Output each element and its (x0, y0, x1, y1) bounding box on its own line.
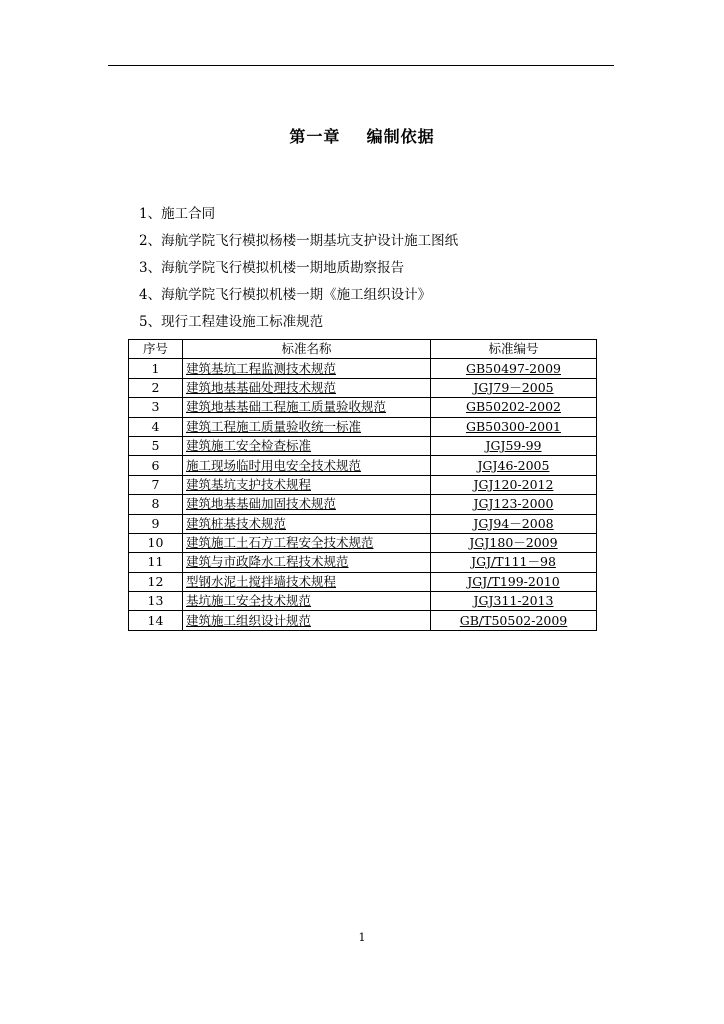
basis-item: 2、海航学院飞行模拟杨楼一期基坑支护设计施工图纸 (139, 233, 459, 249)
standards-table (128, 339, 597, 631)
basis-item: 1、施工合同 (139, 206, 216, 222)
row-standard-name: 建筑桩基技术规范 (183, 514, 431, 533)
row-standard-code: JGJ79－2005 (431, 378, 597, 397)
row-standard-code: JGJ94－2008 (431, 514, 597, 533)
table-row (129, 359, 597, 378)
table-row (129, 611, 597, 630)
table-row (129, 572, 597, 591)
header-code: 标准编号 (431, 340, 597, 359)
chapter-title: 第一章 编制依据 (289, 127, 435, 146)
row-standard-code: JGJ/T111－98 (431, 553, 597, 572)
table-row (129, 553, 597, 572)
row-standard-code: GB50497-2009 (431, 359, 597, 378)
row-seq: 13 (129, 592, 183, 611)
page-number: 1 (358, 931, 366, 944)
table-row (129, 436, 597, 455)
table-row (129, 495, 597, 514)
row-standard-name: 型钢水泥土搅拌墙技术规程 (183, 572, 431, 591)
row-seq: 3 (129, 398, 183, 417)
table-header-row (129, 340, 597, 359)
row-standard-name: 施工现场临时用电安全技术规范 (183, 456, 431, 475)
row-standard-code: JGJ120-2012 (431, 475, 597, 494)
row-standard-code: JGJ180－2009 (431, 533, 597, 552)
row-seq: 7 (129, 475, 183, 494)
table-row (129, 592, 597, 611)
table-row (129, 417, 597, 436)
row-standard-name: 建筑基坑工程监测技术规范 (183, 359, 431, 378)
row-standard-name: 基坑施工安全技术规范 (183, 592, 431, 611)
table-row (129, 475, 597, 494)
row-standard-code: JGJ59-99 (431, 436, 597, 455)
row-standard-name: 建筑施工土石方工程安全技术规范 (183, 533, 431, 552)
header-rule (108, 65, 614, 66)
basis-item: 3、海航学院飞行模拟机楼一期地质勘察报告 (139, 260, 405, 276)
basis-item: 5、现行工程建设施工标准规范 (139, 314, 324, 330)
header-seq: 序号 (129, 340, 183, 359)
row-standard-name: 建筑基坑支护技术规程 (183, 475, 431, 494)
row-seq: 10 (129, 533, 183, 552)
row-seq: 8 (129, 495, 183, 514)
row-standard-code: GB50300-2001 (431, 417, 597, 436)
row-standard-code: JGJ123-2000 (431, 495, 597, 514)
table-row (129, 533, 597, 552)
row-standard-name: 建筑工程施工质量验收统一标准 (183, 417, 431, 436)
row-seq: 9 (129, 514, 183, 533)
row-seq: 2 (129, 378, 183, 397)
row-standard-code: JGJ46-2005 (431, 456, 597, 475)
row-seq: 4 (129, 417, 183, 436)
row-seq: 5 (129, 436, 183, 455)
row-standard-code: GB/T50502-2009 (431, 611, 597, 630)
row-standard-name: 建筑地基基础工程施工质量验收规范 (183, 398, 431, 417)
row-seq: 11 (129, 553, 183, 572)
row-standard-name: 建筑施工安全检查标准 (183, 436, 431, 455)
table-row (129, 514, 597, 533)
row-standard-name: 建筑地基基础处理技术规范 (183, 378, 431, 397)
basis-list (139, 204, 458, 339)
table-row (129, 378, 597, 397)
header-name: 标准名称 (183, 340, 431, 359)
basis-item: 4、海航学院飞行模拟机楼一期《施工组织设计》 (139, 287, 432, 303)
row-standard-name: 建筑地基基础加固技术规范 (183, 495, 431, 514)
row-standard-code: GB50202-2002 (431, 398, 597, 417)
table-body (129, 359, 597, 630)
row-seq: 14 (129, 611, 183, 630)
row-seq: 1 (129, 359, 183, 378)
table-row (129, 398, 597, 417)
row-standard-code: JGJ311-2013 (431, 592, 597, 611)
row-standard-code: JGJ/T199-2010 (431, 572, 597, 591)
row-seq: 12 (129, 572, 183, 591)
row-seq: 6 (129, 456, 183, 475)
row-standard-name: 建筑与市政降水工程技术规范 (183, 553, 431, 572)
table-row (129, 456, 597, 475)
row-standard-name: 建筑施工组织设计规范 (183, 611, 431, 630)
